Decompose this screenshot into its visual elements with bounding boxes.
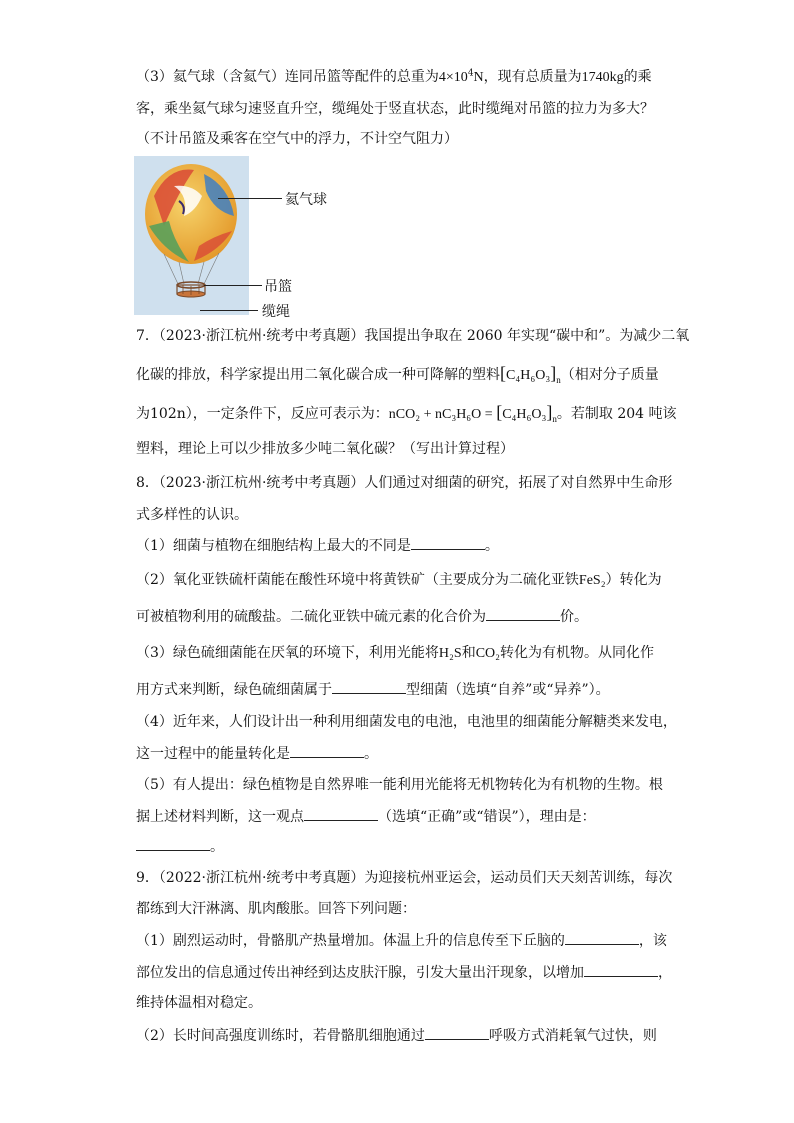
q6-part3-line3: （不计吊篮及乘客在空气中的浮力，不计空气阻力） — [136, 131, 458, 147]
label-rope: 缆绳 — [262, 304, 290, 320]
q9-line2: 都练到大汗淋漓、肌肉酸胀。回答下列问题： — [136, 901, 416, 917]
q8-p4-answer-blank[interactable] — [290, 743, 364, 758]
q8-part5-line1: （5）有人提出：绿色植物是自然界唯一能利用光能将无机物转化为有机物的生物。根 — [136, 777, 663, 793]
q8-part3-line1 — [136, 643, 654, 664]
q6-weight-exp: 4 — [467, 68, 474, 79]
rope-leader-line — [200, 310, 258, 311]
q6-weight-base: 4×10 — [438, 70, 468, 85]
q9-p1-answer-blank-2[interactable] — [584, 962, 658, 977]
q9-part2-line1 — [136, 1025, 657, 1046]
q7-text-d: 。若制取 204 吨该 — [556, 406, 677, 422]
q9-line1: 9．（2022·浙江杭州·统考中考真题）为迎接杭州亚运会，运动员们天天刻苦训练，每次 — [136, 870, 673, 886]
q8-part2-line1 — [136, 570, 662, 591]
q7-text-c: 为102n），一定条件下，反应可表示为： — [136, 406, 389, 422]
q8-p3-and: 和 — [461, 645, 476, 661]
q8-p2-line2-text: 可被植物利用的硫酸盐。二硫化亚铁中硫元素的化合价为 — [136, 609, 486, 625]
q6-text-a: （3）氦气球（含氦气）连同吊篮等配件的总重为 — [136, 69, 439, 85]
q7-line4: 塑料，理论上可以少排放多少吨二氧化碳？（写出计算过程） — [136, 441, 514, 457]
q8-p5-answer-blank[interactable] — [304, 806, 378, 821]
q9-p1-text-b: ，该 — [638, 933, 667, 949]
q8-p1-answer-blank[interactable] — [411, 535, 485, 550]
q6-part3-line2: 客，乘坐氦气球匀速竖直升空，缆绳处于竖直状态，此时缆绳对吊篮的拉力为多大？ — [136, 101, 654, 117]
q8-p2-text-a: （2）氧化亚铁硫杆菌能在酸性环境中将黄铁矿（主要成分为二硫化亚铁 — [136, 572, 579, 588]
q8-fes2-formula: FeS₂ — [578, 573, 606, 588]
q8-part3-line2 — [136, 679, 610, 700]
q9-part1-line3: 维持体温相对稳定。 — [136, 995, 262, 1011]
q8-p4-line2-text: 这一过程中的能量转化是 — [136, 746, 290, 762]
q8-line2: 式多样性的认识。 — [136, 507, 248, 523]
q8-part2-line2 — [136, 606, 588, 627]
q8-p2-answer-blank[interactable] — [486, 606, 560, 621]
q7-line3 — [136, 402, 677, 425]
basket-leader-line — [204, 285, 262, 286]
q8-p5-reason-blank[interactable] — [136, 836, 210, 851]
q7-text-b: （相对分子质量 — [560, 367, 659, 383]
q9-p2-answer-blank[interactable] — [425, 1025, 489, 1040]
q7-text-a: 化碳的排放，科学家提出用二氧化碳合成一种可降解的塑料 — [136, 367, 500, 383]
q8-p3-text-b: 转化为有机物。从同化作 — [500, 645, 655, 661]
q8-p3-line2-end: 型细菌（选填“自养”或“异养”）。 — [406, 682, 610, 698]
q8-p1-end: 。 — [484, 538, 499, 554]
q9-part1-line1 — [136, 930, 667, 951]
q8-p4-line2-end: 。 — [364, 746, 378, 762]
q7-line2 — [136, 363, 659, 386]
q8-part1 — [136, 535, 499, 556]
balloon-envelope — [145, 164, 237, 264]
q7-line1: 7．（2023·浙江杭州·统考中考真题）我国提出争取在 2060 年实现“碳中和”。为减少二氧 — [136, 328, 690, 344]
q8-p5-line2-text: 据上述材料判断，这一观点 — [136, 809, 304, 825]
balloon-leader-line — [218, 198, 282, 199]
q9-p1-text-a: （1）剧烈运动时，骨骼肌产热量增加。体温上升的信息传至下丘脑的 — [136, 933, 565, 949]
q6-mass: 1740kg — [581, 70, 624, 85]
q8-p2-text-b: ）转化为 — [605, 572, 662, 588]
q9-p1-answer-blank-1[interactable] — [565, 930, 639, 945]
q8-p5-line2-end: （选填“正确”或“错误”），理由是： — [378, 809, 596, 825]
q8-p3-text-a: （3）绿色硫细菌能在厌氧的环境下，利用光能将 — [136, 645, 439, 661]
q8-p1-text: （1）细菌与植物在细胞结构上最大的不同是 — [136, 538, 411, 554]
q8-part4-line2 — [136, 743, 378, 764]
q6-text-c: N，现有总质量为 — [473, 70, 582, 85]
q7-equation-product: $[C_4H_6O_3]_n$ — [496, 402, 557, 424]
q6-part3-line1 — [136, 67, 652, 88]
q8-part5-line2 — [136, 806, 596, 827]
q7-polymer-formula: $[C_4H_6O_3]_n$ — [500, 363, 561, 385]
q8-h2s-formula: H₂S — [438, 646, 462, 661]
q7-polymer: C₄H₆O₃ — [506, 368, 551, 383]
q8-p2-line2-end: 价。 — [560, 609, 588, 625]
q8-part5-line3 — [136, 836, 224, 857]
q7-polymer-n: n — [556, 374, 561, 385]
label-basket: 吊篮 — [264, 279, 292, 295]
q8-line1: 8．（2023·浙江杭州·统考中考真题）人们通过对细菌的研究，拓展了对自然界中生命形 — [136, 475, 673, 491]
q8-p5-line3-end: 。 — [210, 839, 224, 855]
helium-balloon-photo — [134, 156, 249, 315]
q8-p3-answer-blank[interactable] — [332, 679, 406, 694]
label-balloon: 氦气球 — [285, 192, 327, 208]
q8-co2-formula: CO₂ — [475, 646, 501, 661]
q9-part1-line2 — [136, 962, 672, 983]
q9-p2-text-a: （2）长时间高强度训练时，若骨骼肌细胞通过 — [136, 1028, 425, 1044]
q8-p3-line2-text: 用方式来判断，绿色硫细菌属于 — [136, 682, 332, 698]
q9-p1-line2-end: ， — [658, 965, 672, 981]
q8-part4-line1: （4）近年来，人们设计出一种利用细菌发电的电池，电池里的细菌能分解糖类来发电， — [136, 714, 677, 730]
q6-text-e: 的乘 — [623, 69, 652, 85]
q7-equation: nCO₂ + nC₃H₆O = — [388, 407, 493, 422]
q7-product-polymer: C₄H₆O₃ — [502, 407, 547, 422]
q7-product-n: n — [552, 413, 557, 424]
q9-p2-text-b: 呼吸方式消耗氧气过快，则 — [488, 1028, 657, 1044]
q9-p1-line2-text: 部位发出的信息通过传出神经到达皮肤汗腺，引发大量出汗现象，以增加 — [136, 965, 584, 981]
